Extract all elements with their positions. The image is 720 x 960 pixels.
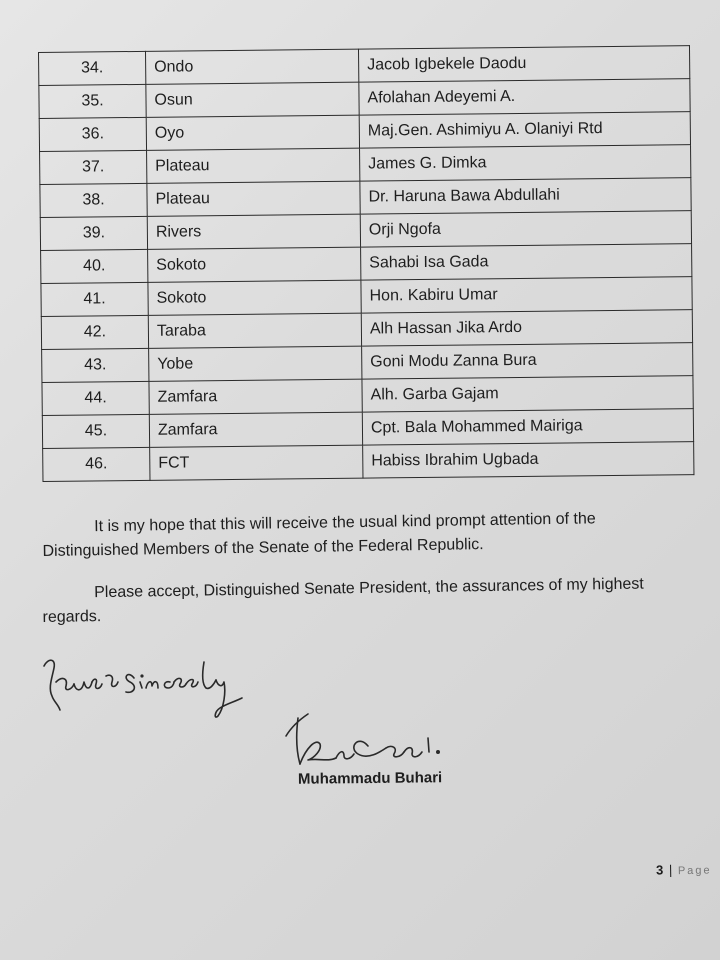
page-separator: | (668, 862, 674, 878)
row-state: Yobe (149, 346, 362, 381)
row-state: Plateau (147, 148, 360, 183)
president-signature (282, 704, 482, 774)
row-number: 42. (41, 315, 148, 349)
signatory-name: Muhammadu Buhari (297, 769, 443, 788)
nominees-table (38, 45, 694, 482)
row-nominee-name: Maj.Gen. Ashimiyu A. Olaniyi Rtd (359, 112, 690, 148)
row-state: Zamfara (149, 379, 362, 414)
row-state: Oyo (146, 115, 359, 150)
row-state: Rivers (147, 214, 360, 249)
row-number: 41. (41, 282, 148, 316)
row-number: 38. (40, 183, 147, 217)
row-state: FCT (150, 445, 363, 480)
row-nominee-name: Alh. Garba Gajam (362, 376, 693, 412)
row-nominee-name: Dr. Haruna Bawa Abdullahi (360, 178, 691, 214)
row-number: 45. (42, 414, 149, 448)
row-number: 40. (41, 249, 148, 283)
page-number-footer (656, 862, 712, 878)
row-nominee-name: James G. Dimka (360, 145, 691, 181)
closing-paragraph-2 (42, 571, 720, 630)
closing-paragraph-1 (42, 505, 720, 564)
row-nominee-name: Cpt. Bala Mohammed Mairiga (362, 409, 693, 445)
row-state: Zamfara (149, 412, 362, 447)
paragraph-line: Please accept, Distinguished Senate President, the assurances of my highest (94, 575, 644, 602)
paragraph-line: regards. (42, 608, 102, 626)
row-nominee-name: Orji Ngofa (360, 211, 691, 247)
row-nominee-name: Sahabi Isa Gada (361, 244, 692, 280)
row-state: Sokoto (148, 280, 361, 315)
table-row (43, 442, 694, 482)
row-number: 35. (39, 84, 146, 118)
row-number: 36. (39, 117, 146, 151)
paragraph-line: It is my hope that this will receive the usual kind prompt attention of the (94, 510, 596, 536)
nominees-table-body (39, 46, 694, 482)
row-number: 43. (42, 348, 149, 382)
page-number: 3 (655, 862, 665, 878)
row-number: 44. (42, 381, 149, 415)
row-state: Taraba (148, 313, 361, 348)
row-nominee-name: Alh Hassan Jika Ardo (361, 310, 692, 346)
row-nominee-name: Afolahan Adeyemi A. (359, 79, 690, 115)
row-number: 34. (39, 51, 146, 85)
row-nominee-name: Habiss Ibrahim Ugbada (363, 442, 694, 478)
row-state: Ondo (145, 49, 358, 84)
row-number: 37. (40, 150, 147, 184)
row-number: 46. (43, 447, 150, 481)
page-label: Page (677, 864, 712, 878)
row-state: Plateau (147, 181, 360, 216)
row-state: Sokoto (148, 247, 361, 282)
handwritten-yours-sincerely (38, 652, 258, 722)
paragraph-line: Distinguished Members of the Senate of the Federal Republic. (42, 536, 484, 560)
row-number: 39. (40, 216, 147, 250)
row-nominee-name: Hon. Kabiru Umar (361, 277, 692, 313)
row-nominee-name: Jacob Igbekele Daodu (358, 46, 689, 82)
row-nominee-name: Goni Modu Zanna Bura (362, 343, 693, 379)
row-state: Osun (146, 82, 359, 117)
